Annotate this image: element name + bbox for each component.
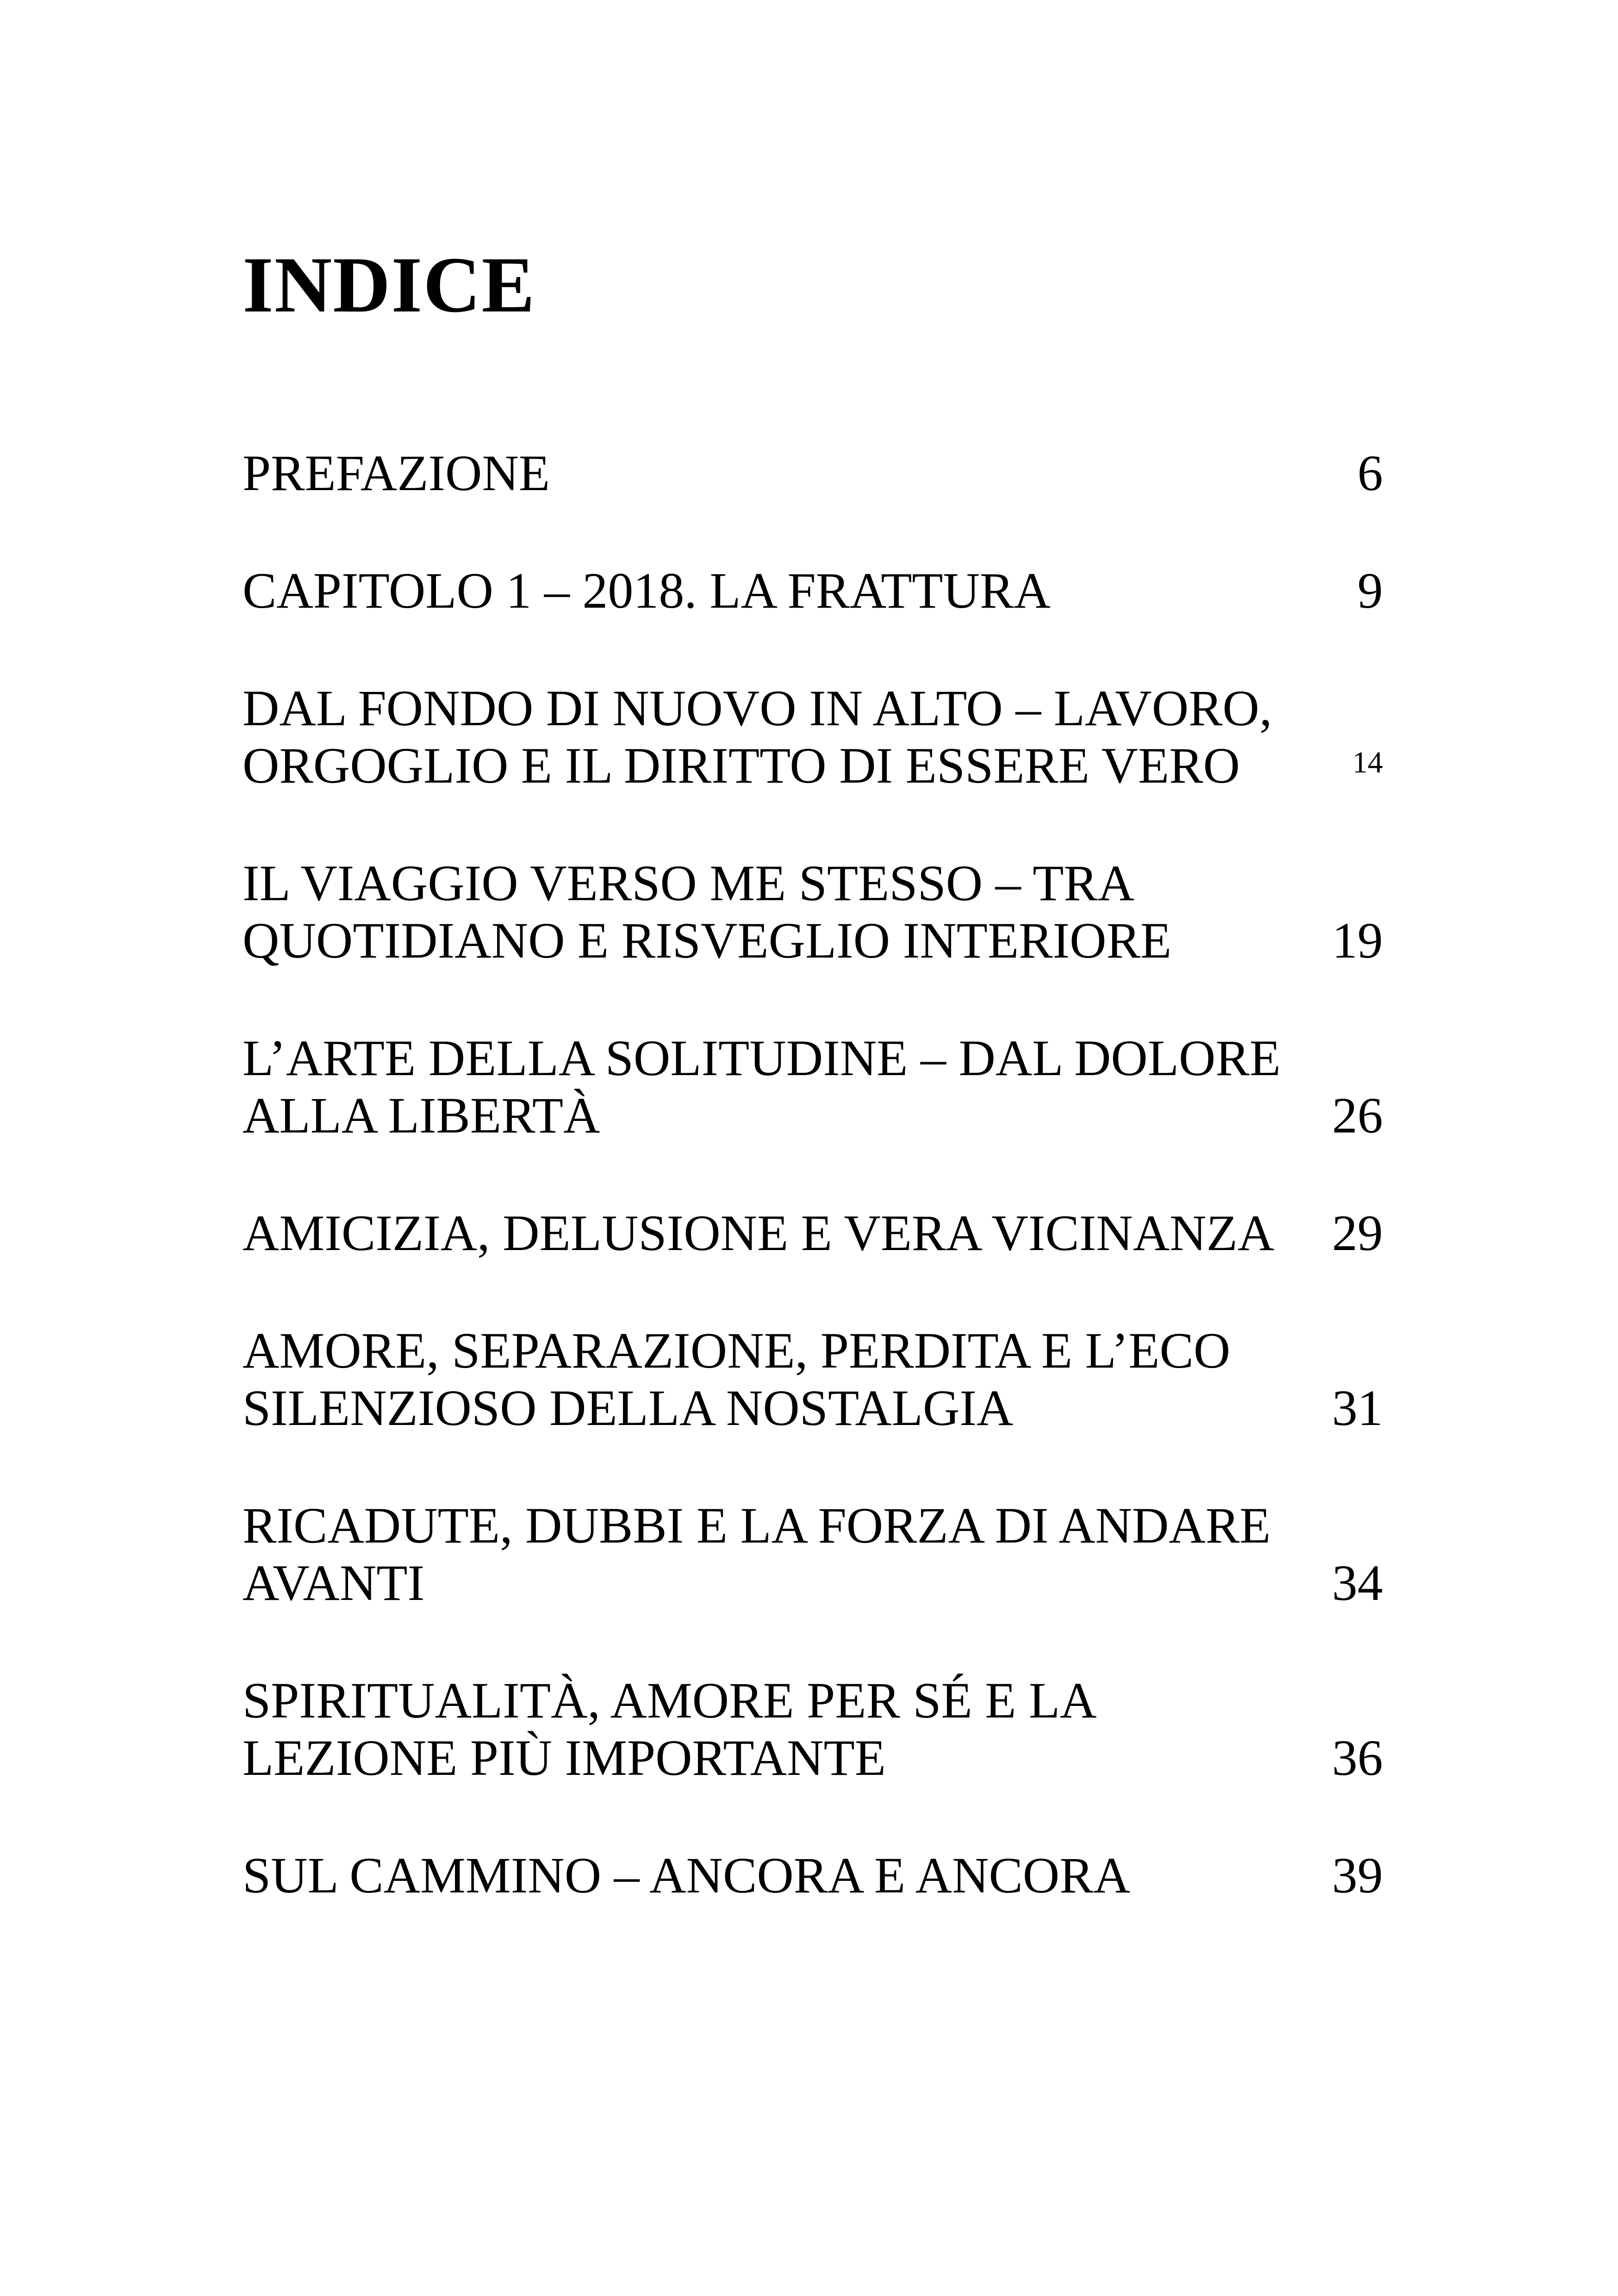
toc-entry-title [243,1497,1383,1612]
toc-entry-ricadute[interactable] [243,1497,1383,1612]
toc-entry-page-number: 6 [1357,445,1383,501]
toc-entry-title-line1: SPIRITUALITÀ, AMORE PER SÉ E LA [243,1672,1097,1729]
toc-entry-title [243,1322,1383,1437]
toc-entry-title [243,562,1383,619]
toc-entry-page-number: 19 [1332,912,1383,969]
toc-entry-page-number: 29 [1332,1205,1383,1261]
toc-entry-title-line2: QUOTIDIANO E RISVEGLIO INTERIORE [243,912,1172,969]
toc-entry-spiritualita[interactable] [243,1672,1383,1786]
toc-entry-amore-separazione[interactable] [243,1322,1383,1437]
table-of-contents [243,444,1383,1964]
toc-entry-title-line1: L’ARTE DELLA SOLITUDINE – DAL DOLORE [243,1030,1281,1086]
toc-entry-dal-fondo[interactable] [243,679,1383,794]
toc-entry-title [243,1672,1383,1786]
toc-entry-page-number: 34 [1332,1555,1383,1611]
toc-entry-sul-cammino[interactable] [243,1847,1383,1904]
toc-entry-title-line1: AMORE, SEPARAZIONE, PERDITA E L’ECO [243,1322,1231,1379]
toc-entry-title [243,854,1383,969]
toc-entry-title-line1: RICADUTE, DUBBI E LA FORZA DI ANDARE [243,1497,1271,1554]
toc-entry-page-number: 39 [1332,1847,1383,1904]
toc-entry-title [243,444,1383,502]
toc-entry-il-viaggio[interactable] [243,854,1383,969]
toc-entry-title-line1: SUL CAMMINO – ANCORA E ANCORA [243,1847,1131,1904]
toc-entry-arte-solitudine[interactable] [243,1029,1383,1144]
toc-entry-amicizia[interactable] [243,1204,1383,1262]
toc-entry-page-number: 31 [1332,1380,1383,1436]
toc-entry-title-line1: CAPITOLO 1 – 2018. LA FRATTURA [243,562,1051,619]
toc-entry-title-line1: DAL FONDO DI NUOVO IN ALTO – LAVORO, [243,680,1272,736]
toc-entry-title-line2: LEZIONE PIÙ IMPORTANTE [243,1730,886,1786]
toc-entry-title-line1: AMICIZIA, DELUSIONE E VERA VICINANZA [243,1205,1275,1261]
toc-entry-title-line2: AVANTI [243,1555,425,1611]
page-title: INDICE [243,241,536,329]
toc-entry-title [243,679,1383,794]
toc-entry-title-line2: ORGOGLIO E IL DIRITTO DI ESSERE VERO [243,737,1240,794]
toc-entry-title [243,1847,1383,1904]
toc-entry-title [243,1029,1383,1144]
toc-entry-capitolo-1[interactable] [243,562,1383,619]
toc-entry-title [243,1204,1383,1262]
toc-entry-prefazione[interactable] [243,444,1383,502]
toc-entry-title-line1: PREFAZIONE [243,445,550,501]
toc-entry-page-number: 26 [1332,1087,1383,1144]
toc-entry-page-number: 14 [1352,746,1383,779]
toc-entry-title-line2: SILENZIOSO DELLA NOSTALGIA [243,1380,1014,1436]
toc-entry-title-line2: ALLA LIBERTÀ [243,1087,600,1144]
toc-entry-title-line1: IL VIAGGIO VERSO ME STESSO – TRA [243,855,1135,911]
toc-entry-page-number: 36 [1332,1730,1383,1786]
toc-entry-page-number: 9 [1357,562,1383,619]
